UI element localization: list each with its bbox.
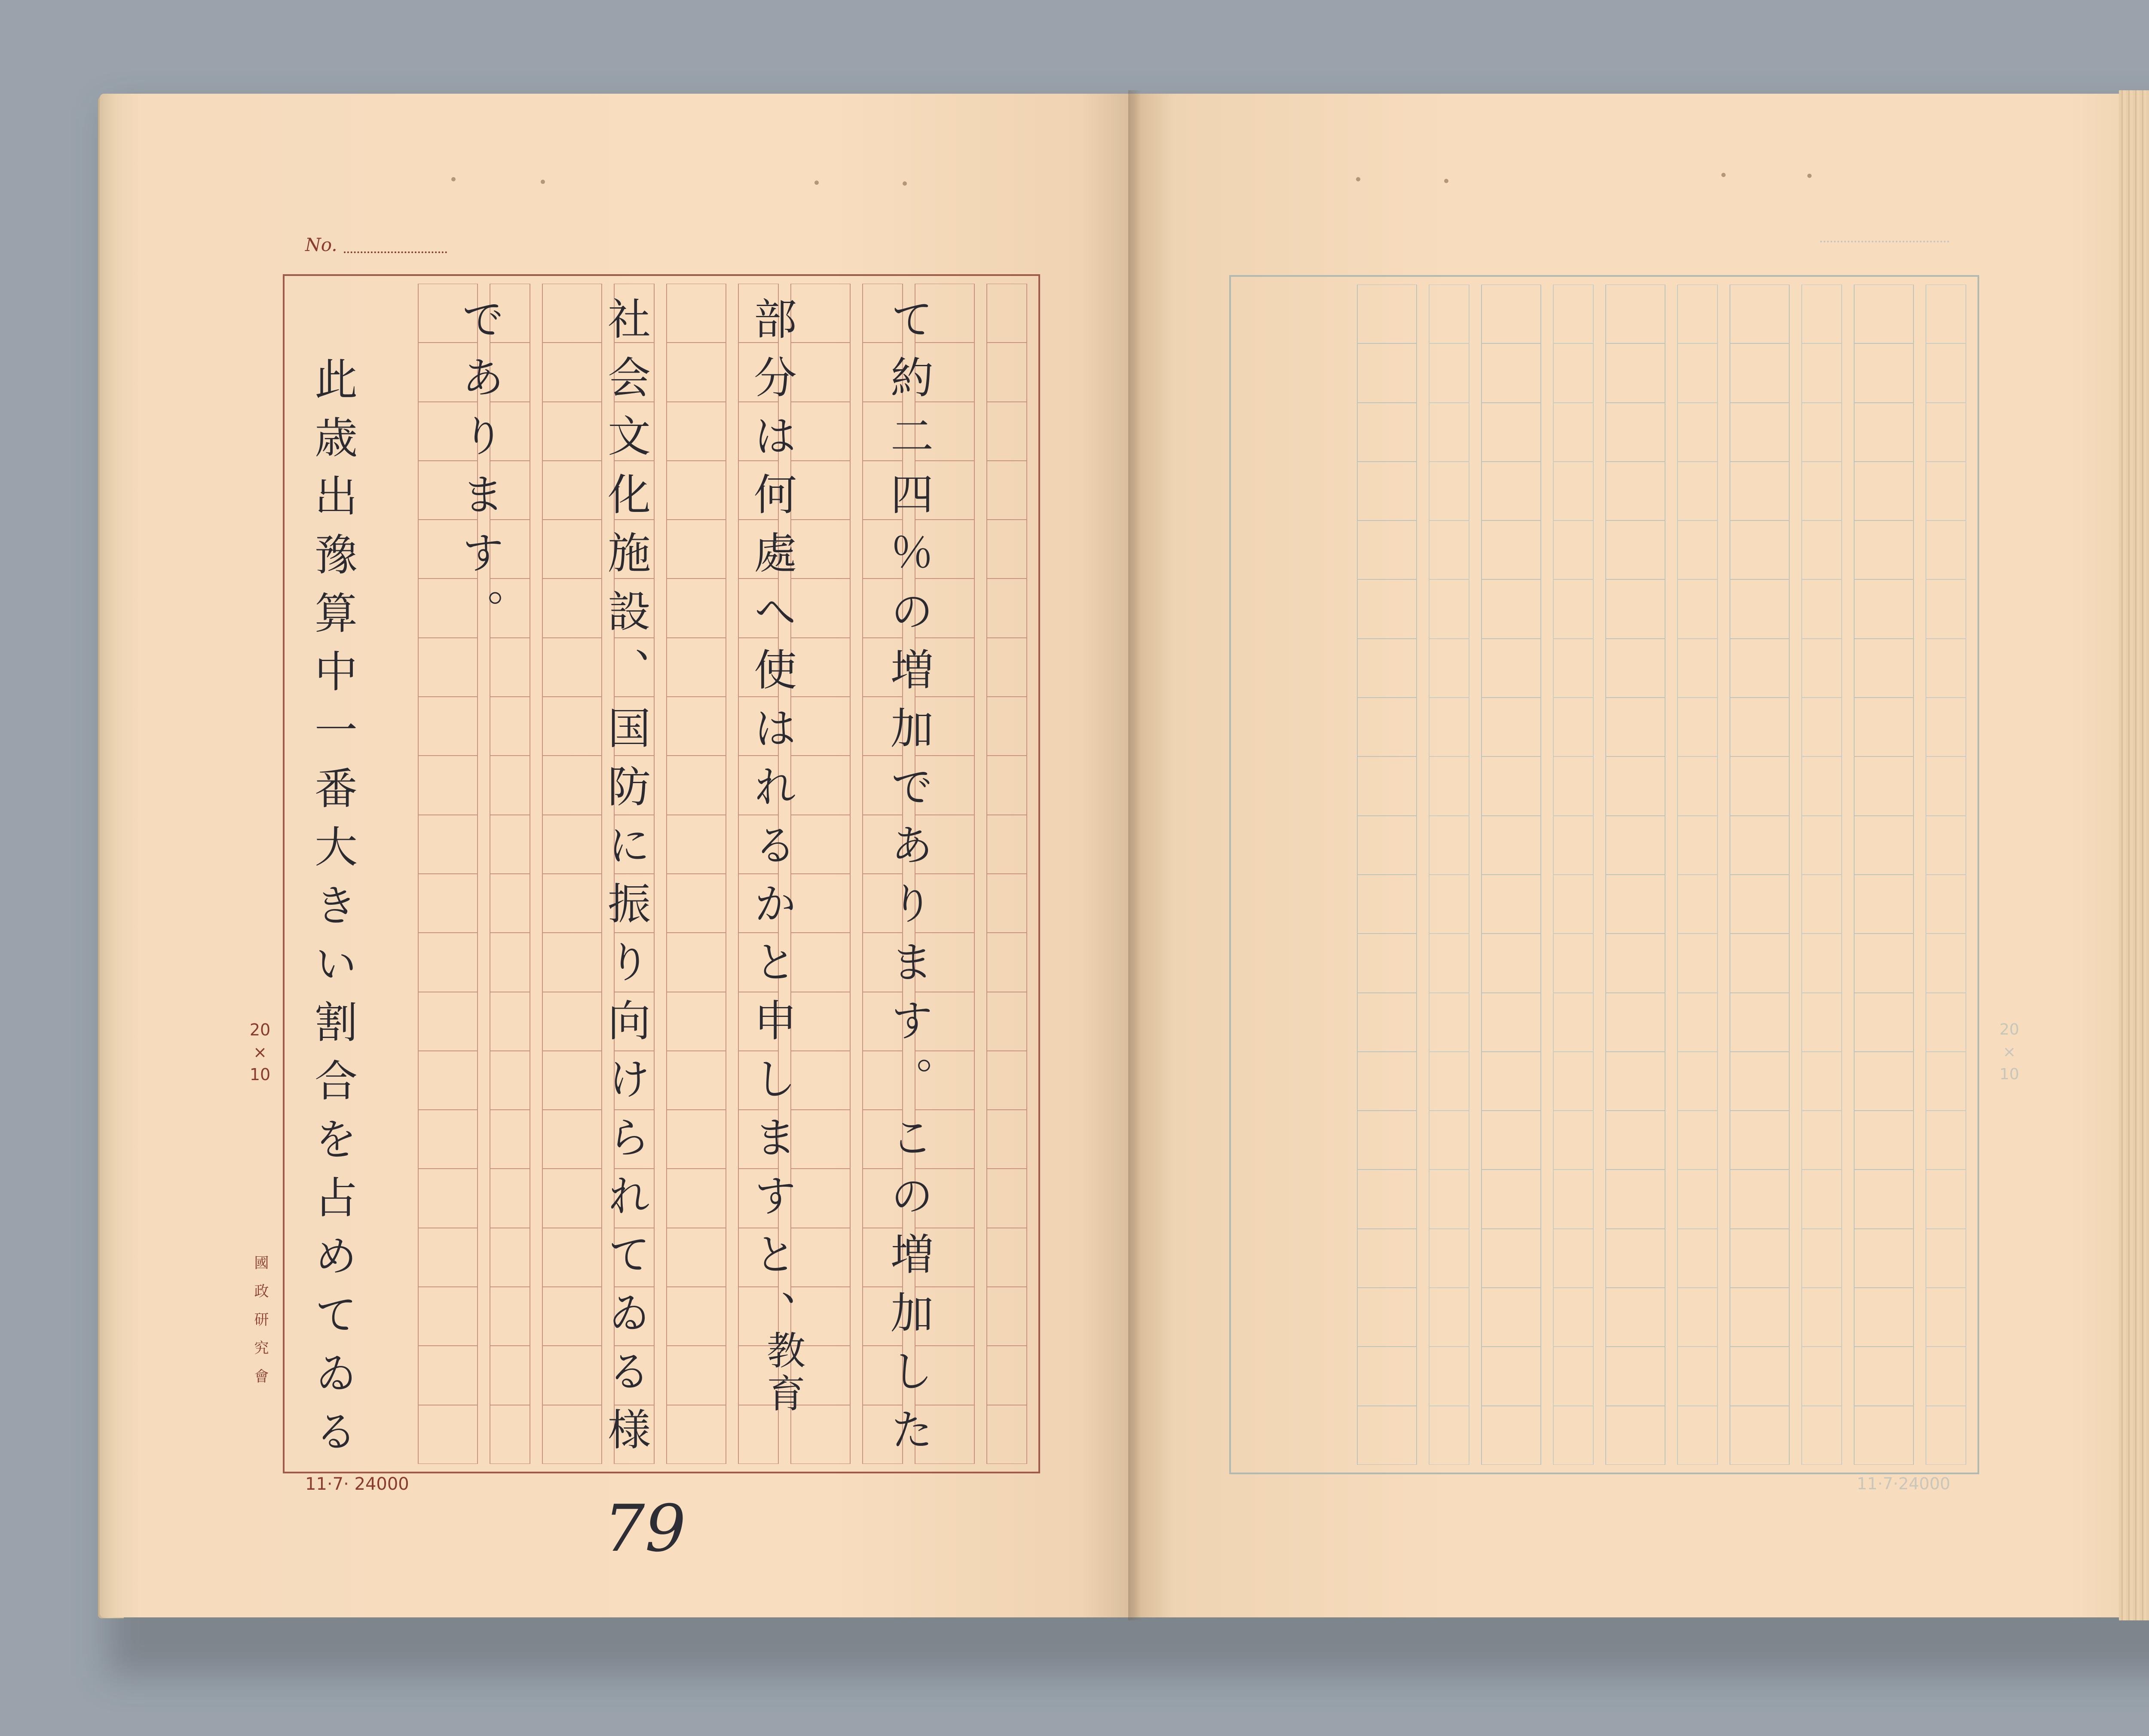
handwritten-line: 社会文化施設、国防に振り向けられてゐる様 (600, 297, 651, 1466)
grid-size-rows: 20 (249, 1020, 271, 1039)
showthrough-grid-size: 20 × 10 (1999, 1021, 2019, 1083)
grid-column (542, 284, 602, 1464)
print-code: 11·7· 24000 (305, 1474, 409, 1494)
grid-column (666, 284, 726, 1464)
handwritten-line: 部分は何處へ使はれるかと申しますと、 (747, 297, 797, 1349)
form-number-label: No. (305, 234, 337, 255)
handwritten-line: であります。 (454, 297, 505, 647)
handwritten-line: て約二四％の増加であります。この増加した (883, 297, 934, 1466)
publisher-name: 國政研究會 (251, 1255, 269, 1397)
grid-column (790, 284, 851, 1464)
grid-size-times: × (253, 1043, 267, 1062)
manuscript-grid-right-showthrough (1229, 275, 1979, 1474)
grid-size-mark (247, 1019, 273, 1086)
handwritten-line: 此歳出豫算中一番大きい割合を占めてゐる (307, 357, 358, 1467)
grid-size-cols: 10 (249, 1065, 271, 1084)
right-page-edges (2119, 90, 2149, 1620)
grid-column (986, 284, 1027, 1464)
book-spine (1128, 90, 1141, 1620)
showthrough-print-code: 11·7·24000 (1857, 1474, 1950, 1493)
form-number-line (344, 251, 447, 253)
page-number: 79 (604, 1491, 686, 1566)
inserted-note: 教育 (760, 1330, 805, 1416)
showthrough-number-line (1820, 241, 1949, 242)
